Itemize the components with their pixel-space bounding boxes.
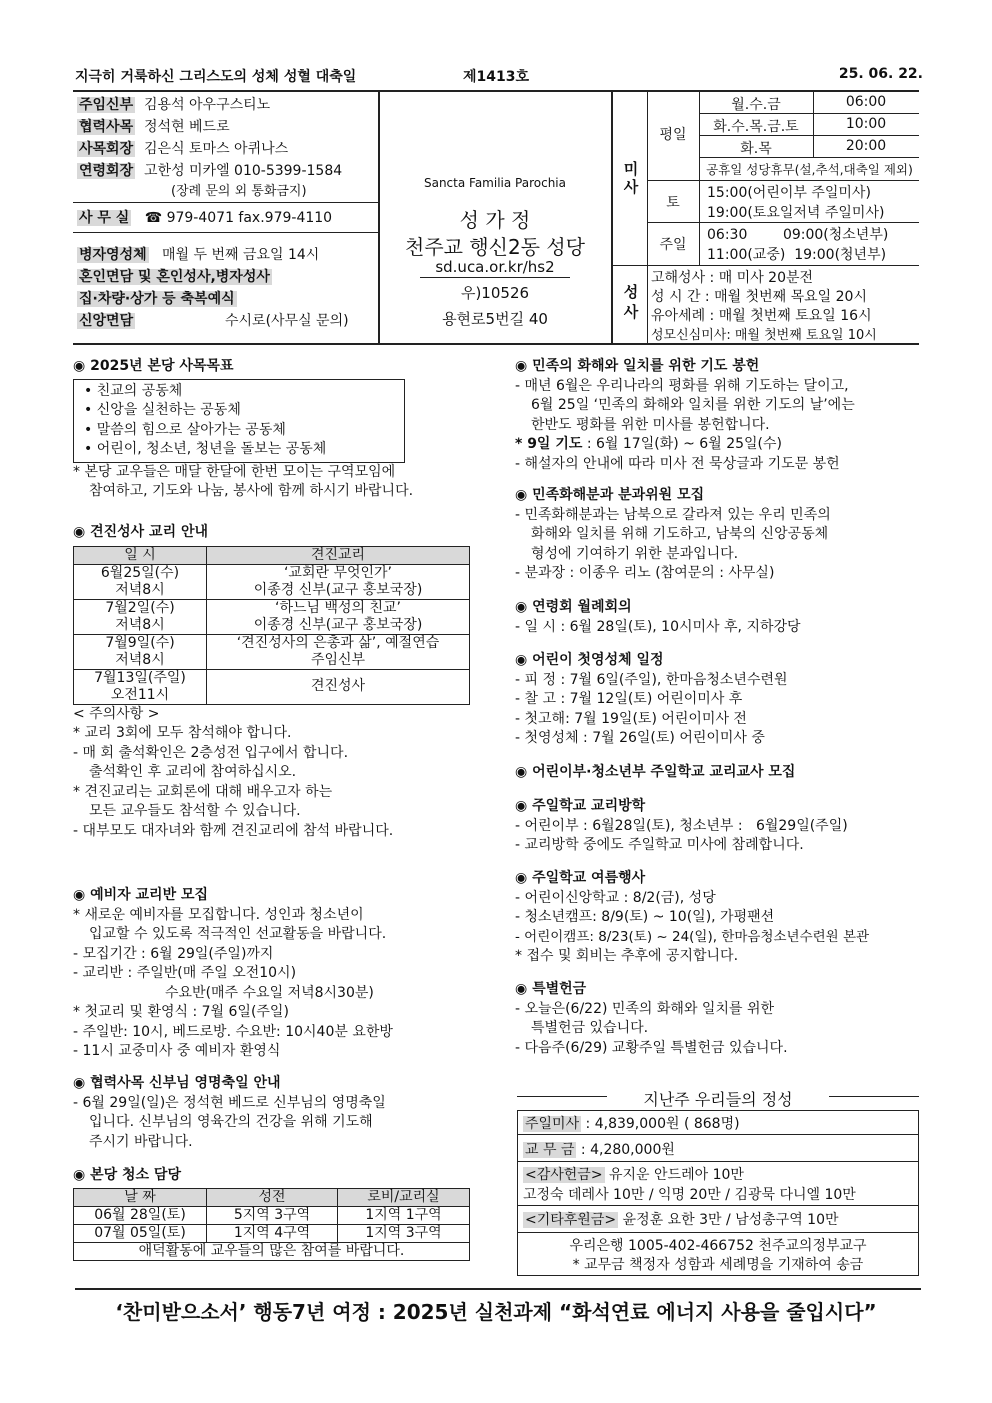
other-label: <기타후원금> bbox=[525, 1212, 617, 1228]
label-assistant: 협력사목 bbox=[79, 119, 134, 135]
funeral-name: 고한성 미카엘 010-5399-1584 bbox=[144, 163, 343, 179]
section-communion bbox=[515, 651, 925, 749]
catechumen-title: ◉ 예비자 교리반 모집 bbox=[73, 887, 209, 903]
goals-box bbox=[73, 379, 405, 463]
cleaning-table bbox=[73, 1188, 470, 1261]
notice-header: < 주의사항 > bbox=[73, 705, 160, 722]
communion-line: - 첫고해: 7월 19일(토) 어린이미사 전 bbox=[515, 710, 747, 727]
goal-item: • 어린이, 청소년, 청년을 돌보는 공동체 bbox=[84, 441, 327, 457]
section-vacation bbox=[515, 797, 925, 856]
parish-info bbox=[380, 92, 610, 343]
section-summer bbox=[515, 869, 925, 967]
feast-line: 주시기 바랍니다. bbox=[89, 1133, 193, 1150]
special-line: - 다음주(6/29) 교황주일 특별헌금 있습니다. bbox=[515, 1039, 788, 1056]
feast-title: ◉ 협력사목 신부님 영명축일 안내 bbox=[73, 1075, 281, 1091]
pastor-name: 김용석 아우구스티노 bbox=[144, 97, 271, 113]
special-title: ◉ 특별헌금 bbox=[515, 981, 587, 997]
reconcile-line: - 분과장 : 이종우 리노 (참여문의 : 사무실) bbox=[515, 565, 775, 581]
bank-account: 우리은행 1005-402-466752 천주교의정부교구 bbox=[569, 1238, 867, 1254]
feast-title: 지극히 거룩하신 그리스도의 성체 성혈 대축일 bbox=[75, 69, 357, 85]
label-funeral: 연령회장 bbox=[79, 163, 134, 179]
vacation-line: - 교리방학 중에도 주일학교 미사에 참례합니다. bbox=[515, 837, 804, 853]
summer-line: * 접수 및 회비는 추후에 공지합니다. bbox=[515, 948, 739, 964]
prayer-line: - 매년 6월은 우리나라의 평화를 위해 기도하는 달이고, bbox=[515, 377, 849, 394]
label-faith: 신앙면담 bbox=[79, 313, 134, 329]
table-row: 7월2일(수) 저녁8시 ‘하느님 백성의 친교’ 이종경 신부(교구 홍보국장) bbox=[74, 599, 470, 634]
communion-line: - 찰 고 : 7월 12일(토) 어린이미사 후 bbox=[515, 691, 743, 707]
goal-item: • 친교의 공동체 bbox=[84, 382, 183, 399]
communion-line: - 첫영성체 : 7월 26일(토) 어린이미사 중 bbox=[515, 730, 765, 746]
table-row: 7월13일(주일) 오전11시 견진성사 bbox=[74, 669, 470, 704]
special-line: - 오늘은(6/22) 민족의 화해와 일치를 위한 bbox=[515, 1000, 775, 1017]
prayer-line: - 해설자의 안내에 따라 미사 전 묵상글과 기도문 봉헌 bbox=[515, 455, 840, 472]
col-date: 날 짜 bbox=[74, 1188, 207, 1206]
label-blessing: 집·차량·상가 등 축복예식 bbox=[79, 291, 235, 307]
sunday-offering-label: 주일미사 bbox=[525, 1116, 580, 1132]
funeral-note: (장례 문의 외 통화금지) bbox=[171, 184, 307, 199]
prayer-title: ◉ 민족의 화해와 일치를 위한 기도 봉헌 bbox=[515, 358, 760, 374]
goal-item: • 말씀의 힘으로 살아가는 공동체 bbox=[84, 421, 286, 438]
catechumen-line: - 11시 교중미사 중 예비자 환영식 bbox=[73, 1043, 281, 1059]
issue-number: 제1413호 bbox=[463, 69, 530, 85]
goals-note-2: 참여하고, 기도와 나눔, 봉사에 함께 하시기 바랍니다. bbox=[89, 483, 414, 499]
col-lobby: 로비/교리실 bbox=[338, 1188, 470, 1206]
offering-box bbox=[517, 1082, 919, 1276]
vacation-title: ◉ 주일학교 교리방학 bbox=[515, 798, 646, 814]
w3-days: 화.목 bbox=[740, 141, 772, 157]
catechumen-line: - 교리반 : 주일반(매 주일 오전10시) bbox=[73, 965, 297, 981]
notice-line: - 대부모도 대자녀와 함께 견진교리에 참석 바랍니다. bbox=[73, 822, 394, 839]
bank-note: * 교무금 책정자 성함과 세례명을 기재하여 송금 bbox=[572, 1257, 864, 1273]
catechumen-line: * 새로운 예비자를 모집합니다. 성인과 청소년이 bbox=[73, 906, 364, 923]
masthead-line bbox=[75, 66, 923, 86]
sun-mass-1: 06:30 09:00(청소년부) bbox=[707, 227, 889, 243]
cleaning-title: ◉ 본당 청소 담당 bbox=[73, 1167, 181, 1183]
council-name: 김은식 토마스 아퀴나스 bbox=[144, 141, 289, 157]
section-teacher bbox=[515, 763, 925, 783]
sunday-offering-value: : 4,839,000원 ( 868명) bbox=[581, 1116, 740, 1132]
section-catechumen bbox=[73, 886, 478, 1062]
mass-sa: 사 bbox=[623, 178, 639, 196]
section-goals bbox=[73, 357, 478, 502]
section-reconcile bbox=[515, 486, 925, 584]
reconcile-line: 화해와 일치를 위해 기도하고, 남북의 신앙공동체 bbox=[531, 526, 829, 542]
sacrament-holy-hour: 성 시 간 : 매월 첫번째 목요일 20시 bbox=[651, 289, 867, 305]
prayer-line: 한반도 평화를 위한 미사를 봉헌합니다. bbox=[531, 416, 770, 433]
catechumen-line: 수요반(매주 수요일 저녁8시30분) bbox=[165, 984, 374, 1001]
yeonryeong-line: - 일 시 : 6월 28일(토), 10시미사 후, 지하강당 bbox=[515, 618, 801, 635]
sacrament-marian: 성모신심미사: 매월 첫번째 토요일 10시 bbox=[651, 328, 877, 343]
parish-address: 용현로5번길 40 bbox=[442, 310, 548, 328]
sacrament-baptism: 유아세례 : 매월 첫번째 토요일 16시 bbox=[651, 308, 872, 324]
section-feast bbox=[73, 1074, 478, 1152]
label-pastor: 주임신부 bbox=[79, 97, 134, 113]
prayer-line: 6월 25일 ‘민족의 화해와 일치를 위한 기도의 날’에는 bbox=[531, 397, 855, 413]
other-value: 윤정훈 요한 3만 / 남성총구역 10만 bbox=[618, 1212, 839, 1228]
mass-mi: 미 bbox=[623, 160, 639, 178]
confirmation-title: ◉ 견진성사 교리 안내 bbox=[73, 524, 209, 540]
sunday-label: 주일 bbox=[659, 237, 687, 253]
notice-line: - 매 회 출석확인은 2층성전 입구에서 합니다. bbox=[73, 744, 349, 761]
reconcile-line: 형성에 기여하기 위한 분과입니다. bbox=[531, 545, 739, 562]
summer-title: ◉ 주일학교 여름행사 bbox=[515, 870, 646, 886]
table-row: 06월 28일(토) 5지역 3구역 1지역 1구역 bbox=[74, 1206, 470, 1224]
notice-line: 출석확인 후 교리에 참여하십시오. bbox=[89, 764, 297, 780]
col-lesson: 견진교리 bbox=[207, 546, 470, 564]
header-box bbox=[73, 90, 919, 345]
label-office: 사 무 실 bbox=[79, 210, 130, 226]
saturday-label: 토 bbox=[666, 195, 680, 211]
cleaning-footer: 애덕활동에 교우들의 많은 참여를 바랍니다. bbox=[74, 1242, 470, 1260]
section-cleaning bbox=[73, 1166, 473, 1261]
section-special bbox=[515, 980, 925, 1058]
vacation-line: - 어린이부 : 6월28일(토), 청소년부 : 6월29일(주일) bbox=[515, 817, 848, 834]
sat-mass-2: 19:00(토요일저녁 주일미사) bbox=[707, 205, 885, 221]
catechumen-line: - 주일반: 10시, 베드로방. 수요반: 10시40분 요한방 bbox=[73, 1023, 393, 1040]
sacrament-seong: 성 bbox=[623, 283, 639, 301]
sacrament-confession: 고해성사 : 매 미사 20분전 bbox=[651, 270, 814, 286]
weekday-label: 평일 bbox=[659, 127, 687, 143]
parish-website[interactable]: sd.uca.or.kr/hs2 bbox=[435, 258, 555, 276]
label-sick: 병자영성체 bbox=[79, 247, 147, 263]
assistant-name: 정석현 베드로 bbox=[144, 119, 230, 135]
confirmation-table bbox=[73, 546, 470, 705]
w1-days: 월.수.금 bbox=[731, 97, 781, 113]
w2-time: 10:00 bbox=[845, 116, 887, 132]
sick-schedule: 매월 두 번째 금요일 14시 bbox=[161, 247, 320, 263]
special-line: 특별헌금 있습니다. bbox=[531, 1020, 649, 1036]
label-marriage: 혼인면담 및 혼인성사,병자성사 bbox=[79, 269, 270, 285]
reconcile-title: ◉ 민족화해분과 분과위원 모집 bbox=[515, 487, 705, 503]
catechumen-line: 입교할 수 있도록 적극적인 선교활동을 바랍니다. bbox=[89, 926, 387, 942]
table-row: 7월9일(수) 저녁8시 ‘견진성사의 은총과 삶’, 예절연습 주임신부 bbox=[74, 634, 470, 669]
communion-line: - 피 정 : 7월 6일(주일), 한마음청소년수련원 bbox=[515, 671, 788, 688]
goal-item: • 신앙을 실천하는 공동체 bbox=[84, 402, 241, 418]
yeonryeong-title: ◉ 연령회 월례회의 bbox=[515, 599, 632, 615]
section-yeonryeong bbox=[515, 598, 925, 637]
w3-time: 20:00 bbox=[845, 138, 887, 154]
feast-line: - 6월 29일(일)은 정석현 베드로 신부님의 영명축일 bbox=[73, 1094, 386, 1111]
summer-line: - 어린이캠프: 8/23(토) ~ 24(일), 한마음청소년수련원 본관 bbox=[515, 928, 870, 945]
novena-label: * 9일 기도 bbox=[515, 436, 583, 452]
holiday-note: 공휴일 성당휴무(설,추석,대축일 제외) bbox=[706, 162, 913, 177]
table-row: 6월25일(수) 저녁8시 ‘교회란 무엇인가’ 이종경 신부(교구 홍보국장) bbox=[74, 564, 470, 599]
catechumen-line: - 모집기간 : 6월 29일(주일)까지 bbox=[73, 945, 274, 962]
footer-divider bbox=[75, 1288, 921, 1290]
sun-mass-2: 11:00(교중) 19:00(청년부) bbox=[707, 247, 887, 263]
col-sanctuary: 성전 bbox=[207, 1188, 338, 1206]
parish-zip: 우)10526 bbox=[460, 284, 530, 302]
communion-title: ◉ 어린이 첫영성체 일정 bbox=[515, 652, 664, 668]
office-contact: ☎ 979-4071 fax.979-4110 bbox=[144, 210, 333, 226]
feast-line: 입니다. 신부님의 영육간의 건강을 위해 기도해 bbox=[89, 1114, 373, 1130]
w2-days: 화.수.목.금.토 bbox=[713, 119, 799, 135]
notice-line: 모든 교우들도 참석할 수 있습니다. bbox=[89, 803, 301, 819]
dues-value: : 4,280,000원 bbox=[576, 1142, 675, 1158]
sat-mass-1: 15:00(어린이부 주일미사) bbox=[707, 185, 871, 201]
notice-line: * 교리 3회에 모두 참석해야 합니다. bbox=[73, 725, 292, 741]
section-prayer bbox=[515, 357, 925, 474]
col-date: 일 시 bbox=[74, 546, 207, 564]
parish-latin: Sancta Familia Parochia bbox=[423, 176, 566, 190]
sacrament-sa: 사 bbox=[623, 303, 639, 321]
thanks-value: 유지운 안드레아 10만 bbox=[604, 1167, 744, 1183]
label-council: 사목회장 bbox=[79, 141, 134, 157]
summer-line: - 어린이신앙학교 : 8/2(금), 성당 bbox=[515, 889, 716, 906]
notice-line: * 견진교리는 교회론에 대해 배우고자 하는 bbox=[73, 783, 333, 800]
reconcile-line: - 민족화해분과는 남북으로 갈라져 있는 우리 민족의 bbox=[515, 506, 831, 523]
table-row: 07월 05일(토) 1지역 4구역 1지역 3구역 bbox=[74, 1224, 470, 1242]
catechumen-line: * 첫교리 및 환영식 : 7월 6일(주일) bbox=[73, 1004, 289, 1020]
teacher-title: ◉ 어린이부·청소년부 주일학교 교리교사 모집 bbox=[515, 764, 796, 780]
summer-line: - 청소년캠프: 8/9(토) ~ 10(일), 가평팬션 bbox=[515, 909, 775, 925]
thanks-label: <감사헌금> bbox=[525, 1167, 603, 1183]
offering-title: 지난주 우리들의 정성 bbox=[643, 1090, 793, 1109]
w1-time: 06:00 bbox=[845, 94, 887, 110]
novena-dates: : 6월 17일(화) ~ 6월 25일(수) bbox=[582, 436, 782, 452]
parish-name: 성 가 정 bbox=[459, 208, 531, 232]
goals-title: ◉ 2025년 본당 사목목표 bbox=[73, 358, 234, 374]
mass-schedule bbox=[613, 92, 919, 343]
laudato-si-slogan: ‘찬미받으소서’ 행동7년 여정 : 2025년 실천과제 “화석연료 에너지 사용을 줄입시다” bbox=[115, 1300, 877, 1324]
issue-date: 25. 06. 22. bbox=[838, 66, 923, 82]
parish-full-name: 천주교 행신2동 성당 bbox=[405, 235, 585, 259]
goals-note-1: * 본당 교우들은 매달 한달에 한번 모이는 구역모임에 bbox=[73, 463, 396, 480]
section-confirmation bbox=[73, 523, 473, 841]
dues-label: 교 무 금 bbox=[525, 1142, 575, 1158]
thanks-value-2: 고정숙 데레사 10만 / 익명 20만 / 김광묵 다니엘 10만 bbox=[523, 1187, 856, 1203]
faith-value: 수시로(사무실 문의) bbox=[225, 313, 349, 329]
